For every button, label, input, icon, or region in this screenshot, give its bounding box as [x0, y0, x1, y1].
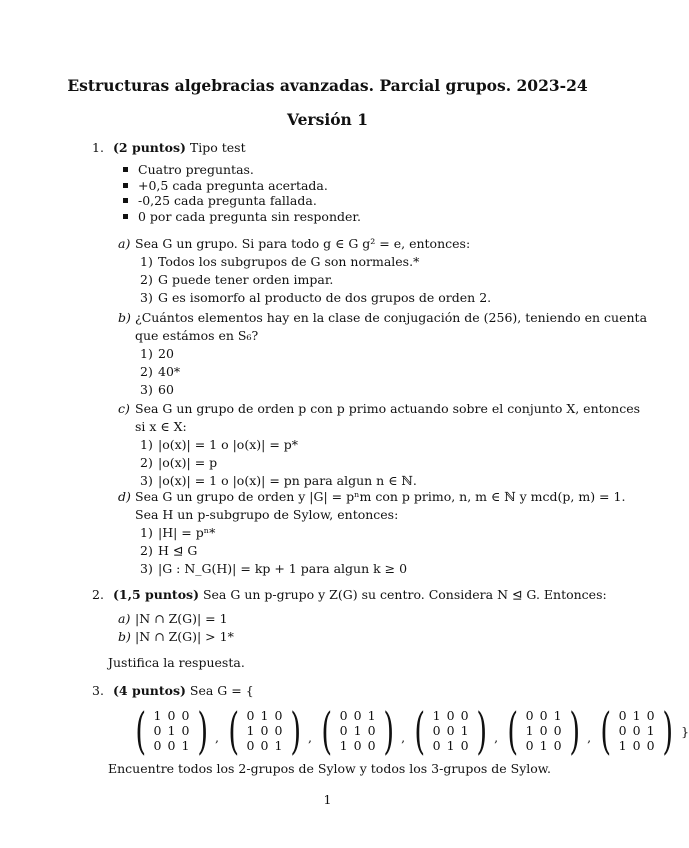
matrix-cell: 1	[618, 738, 627, 753]
matrix-cell: 0	[260, 723, 269, 738]
matrix-cell: 0	[367, 738, 376, 753]
item-label: d)	[118, 489, 131, 504]
matrix	[503, 702, 584, 760]
question-points: (4 puntos)	[112, 683, 186, 698]
matrix	[410, 702, 491, 760]
matrix-cell: 0	[553, 723, 562, 738]
question-2-header	[92, 586, 607, 604]
matrix-cell: 0	[274, 708, 283, 723]
question-1a	[118, 235, 491, 307]
question-stem: Sea G un p-grupo y Z(G) su centro. Considera N ⊴ G. Entonces:	[202, 587, 607, 602]
matrix-cell: 1	[446, 738, 455, 753]
option-number: 3)	[140, 382, 153, 397]
matrix	[131, 702, 212, 760]
item-label: c)	[118, 401, 130, 416]
item-stem: Sea G un grupo de orden y |G| = pⁿm con p primo, n, m ∈ ℕ y mcd(p, m) = 1.	[135, 489, 626, 504]
matrix	[317, 702, 398, 760]
justify-note: Justifica la respuesta.	[108, 655, 245, 670]
matrix-entries	[430, 709, 472, 753]
question-1c	[118, 400, 640, 490]
matrix-cell: 1	[632, 708, 641, 723]
question-1b	[118, 309, 647, 399]
page-title: Estructuras algebracias avanzadas. Parcial grupos. 2023-24	[67, 76, 588, 95]
option-text: Todos los subgrupos de G son normales.*	[158, 254, 420, 269]
matrix-left-paren: (	[228, 702, 240, 760]
matrix-separator: ,	[215, 729, 220, 745]
option-text: |G : N_G(H)| = kp + 1 para algun k ≥ 0	[158, 561, 408, 576]
matrix-cell: 0	[181, 723, 190, 738]
list-item: 0 por cada pregunta sin responder.	[123, 209, 361, 225]
option-text: 40*	[158, 364, 181, 379]
option-number: 3)	[140, 473, 153, 488]
matrix-cell: 1	[525, 723, 534, 738]
matrix-separator: ,	[308, 729, 313, 745]
matrix-cell: 1	[367, 708, 376, 723]
option-number: 1)	[140, 254, 153, 269]
question-number: 1.	[92, 140, 104, 155]
page-number: 1	[323, 792, 332, 807]
item-label: b)	[118, 310, 131, 325]
matrix-cell: 0	[246, 738, 255, 753]
option-number: 3)	[140, 561, 153, 576]
matrix-cell: 0	[181, 708, 190, 723]
matrix-cell: 0	[618, 723, 627, 738]
matrix-cell: 1	[181, 738, 190, 753]
item-label: a)	[118, 236, 131, 251]
matrix-cell: 0	[153, 738, 162, 753]
matrix-cell: 0	[446, 723, 455, 738]
option-number: 2)	[140, 543, 153, 558]
matrix-entries	[616, 709, 658, 753]
matrix-cell: 1	[260, 708, 269, 723]
question-stem: Sea G = {	[189, 683, 254, 698]
option-text: |o(x)| = 1 o |o(x)| = p*	[158, 437, 299, 452]
matrix	[224, 702, 305, 760]
matrix-right-paren: )	[661, 702, 673, 760]
matrix-set	[131, 702, 689, 760]
matrix-cell: 1	[539, 738, 548, 753]
question-number: 2.	[92, 587, 104, 602]
matrix-cell: 1	[167, 723, 176, 738]
matrix-cell: 1	[460, 723, 469, 738]
matrix-cell: 1	[339, 738, 348, 753]
option-number: 1)	[140, 525, 153, 540]
question-3-task: Encuentre todos los 2-grupos de Sylow y todos los 3-grupos de Sylow.	[108, 761, 551, 776]
question-1-header	[92, 139, 246, 157]
item-stem: Sea G un grupo. Si para todo g ∈ G g² = e, entonces:	[135, 236, 471, 251]
matrix-cell: 0	[353, 708, 362, 723]
matrix-cell: 0	[618, 708, 627, 723]
option-number: 2)	[140, 455, 153, 470]
matrix-cell: 0	[432, 723, 441, 738]
rules-list	[123, 162, 361, 224]
item-label: a)	[118, 611, 131, 626]
matrix-cell: 0	[446, 708, 455, 723]
matrix-cell: 1	[553, 708, 562, 723]
matrix-cell: 1	[432, 708, 441, 723]
matrix-separator: ,	[401, 729, 406, 745]
matrix-right-paren: )	[289, 702, 301, 760]
matrix-cell: 0	[167, 708, 176, 723]
matrix-cell: 0	[367, 723, 376, 738]
question-points: (2 puntos)	[112, 140, 186, 155]
matrix-cell: 0	[539, 708, 548, 723]
matrix-right-paren: )	[568, 702, 580, 760]
option-text: |o(x)| = 1 o |o(x)| = pn para algun n ∈ ℕ.	[158, 473, 417, 488]
matrix-entries	[244, 709, 286, 753]
matrix-separator: ,	[587, 729, 592, 745]
matrix-cell: 0	[274, 723, 283, 738]
version-heading: Versión 1	[286, 110, 369, 129]
item-stem: ¿Cuántos elementos hay en la clase de conjugación de (256), teniendo en cuenta	[135, 310, 648, 325]
item-stem-continued: Sea H un p-subgrupo de Sylow, entonces:	[135, 507, 399, 522]
matrix-entries	[337, 709, 379, 753]
item-label: b)	[118, 629, 131, 644]
matrix-cell: 0	[353, 738, 362, 753]
option-text: 60	[158, 382, 174, 397]
option-number: 1)	[140, 437, 153, 452]
option-number: 1)	[140, 346, 153, 361]
matrix-entries	[523, 709, 565, 753]
option-text: G puede tener orden impar.	[158, 272, 334, 287]
matrix	[596, 702, 677, 760]
matrix-cell: 0	[525, 708, 534, 723]
matrix-cell: 0	[632, 738, 641, 753]
option-text: |N ∩ Z(G)| > 1*	[135, 629, 234, 644]
option-text: G es isomorfo al producto de dos grupos de orden 2.	[158, 290, 492, 305]
matrix-cell: 0	[553, 738, 562, 753]
option-number: 3)	[140, 290, 153, 305]
matrix-cell: 0	[646, 708, 655, 723]
matrix-left-paren: (	[414, 702, 426, 760]
question-3-header	[92, 682, 254, 700]
item-stem: Sea G un grupo de orden p con p primo actuando sobre el conjunto X, entonces	[135, 401, 641, 416]
matrix-cell: 0	[167, 738, 176, 753]
matrix-right-paren: )	[475, 702, 487, 760]
list-item: Cuatro preguntas.	[123, 162, 361, 178]
option-number: 2)	[140, 272, 153, 287]
list-item: -0,25 cada pregunta fallada.	[123, 193, 361, 209]
question-number: 3.	[92, 683, 104, 698]
matrix-cell: 1	[153, 708, 162, 723]
option-text: 20	[158, 346, 174, 361]
option-text: |o(x)| = p	[158, 455, 218, 470]
matrix-left-paren: (	[321, 702, 333, 760]
matrix-cell: 0	[460, 738, 469, 753]
matrix-cell: 0	[539, 723, 548, 738]
matrix-cell: 0	[153, 723, 162, 738]
matrix-cell: 0	[246, 708, 255, 723]
matrix-cell: 0	[339, 723, 348, 738]
matrix-left-paren: (	[135, 702, 147, 760]
matrix-cell: 0	[460, 708, 469, 723]
matrix-left-paren: (	[600, 702, 612, 760]
question-points: (1,5 puntos)	[112, 587, 199, 602]
set-close-brace: }	[681, 723, 689, 739]
item-stem-continued: que estámos en S₆?	[135, 328, 259, 343]
matrix-right-paren: )	[196, 702, 208, 760]
matrix-separator: ,	[494, 729, 499, 745]
list-item: +0,5 cada pregunta acertada.	[123, 178, 361, 194]
matrix-right-paren: )	[382, 702, 394, 760]
question-title: Tipo test	[189, 140, 246, 155]
matrix-cell: 1	[353, 723, 362, 738]
option-number: 2)	[140, 364, 153, 379]
matrix-cell: 0	[646, 738, 655, 753]
option-text: |N ∩ Z(G)| = 1	[135, 611, 228, 626]
question-1d	[118, 488, 625, 578]
question-2-options	[118, 610, 234, 646]
matrix-cell: 0	[432, 738, 441, 753]
matrix-cell: 0	[632, 723, 641, 738]
option-text: H ⊴ G	[158, 543, 198, 558]
option-text: |H| = pⁿ*	[158, 525, 216, 540]
matrix-cell: 1	[274, 738, 283, 753]
item-stem-continued: si x ∈ X:	[135, 419, 187, 434]
matrix-left-paren: (	[507, 702, 519, 760]
matrix-cell: 0	[339, 708, 348, 723]
matrix-cell: 0	[525, 738, 534, 753]
matrix-entries	[151, 709, 193, 753]
matrix-cell: 1	[646, 723, 655, 738]
matrix-cell: 0	[260, 738, 269, 753]
matrix-cell: 1	[246, 723, 255, 738]
